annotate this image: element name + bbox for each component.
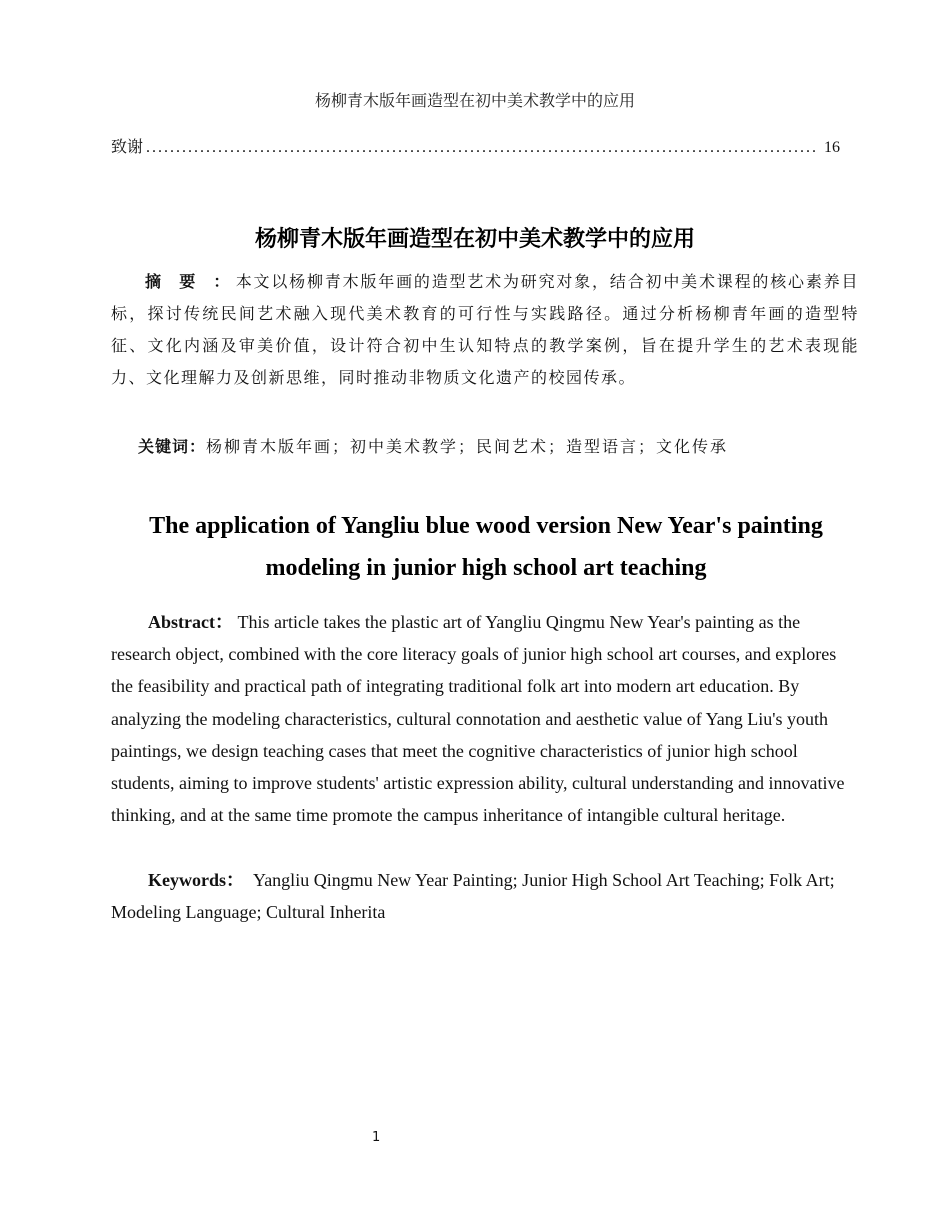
english-keywords-text: Yangliu Qingmu New Year Painting; Junior High School Art Teaching; Folk Art; Modeling Language; Cultural Inherita — [111, 870, 835, 922]
chinese-abstract — [111, 266, 859, 394]
chinese-keywords — [138, 432, 858, 462]
english-keywords-label: Keywords： — [148, 870, 244, 890]
english-keywords — [111, 864, 859, 928]
chinese-keywords-label: 关键词： — [138, 437, 207, 456]
chinese-keywords-text: 杨柳青木版年画；初中美术教学；民间艺术；造型语言；文化传承 — [206, 437, 729, 456]
chinese-title: 杨柳青木版年画造型在初中美术教学中的应用 — [254, 227, 695, 252]
chinese-abstract-label: 摘 要 ： — [145, 272, 236, 291]
english-title: The application of Yangliu blue wood version New Year's painting modeling in junior high school art teaching — [149, 513, 823, 581]
chinese-abstract-text: 本文以杨柳青木版年画的造型艺术为研究对象，结合初中美术课程的核心素养目标，探讨传统民间艺术融入现代美术教育的可行性与实践路径。通过分析杨柳青年画的造型特征、文化内涵及审美价值，设计符合初中生认知特点的教学案例，旨在提升学生的艺术表现能力、文化理解力及创新思维，同时推动非物质文化遗产的校园传承。 — [111, 272, 859, 387]
english-abstract-text: This article takes the plastic art of Yangliu Qingmu New Year's painting as the research object, combined with the core literacy goals of junior high school art courses, and explores the feasibility and practical path of integrating traditional folk art into modern art education. By analyzing the modeling characteristics, cultural connotation and aesthetic value of Yang Liu's youth paintings, we design teaching cases that meet the cognitive characteristics of junior high school students, aiming to improve students' artistic expression ability, cultural understanding and innovative thinking, and at the same time promote the campus inheritance of intangible cultural heritage. — [111, 612, 845, 826]
page-number: 1 — [372, 1130, 381, 1145]
toc-entry-acknowledgements[interactable] — [111, 134, 840, 156]
english-abstract-label: Abstract： — [148, 612, 233, 632]
toc-entry-label: 致谢 — [111, 137, 144, 156]
toc-page-number: 16 — [824, 139, 840, 156]
english-abstract — [111, 606, 859, 831]
toc-leader-dots: ................................................................................................................ — [146, 139, 819, 156]
running-header: 杨柳青木版年画造型在初中美术教学中的应用 — [314, 91, 635, 110]
